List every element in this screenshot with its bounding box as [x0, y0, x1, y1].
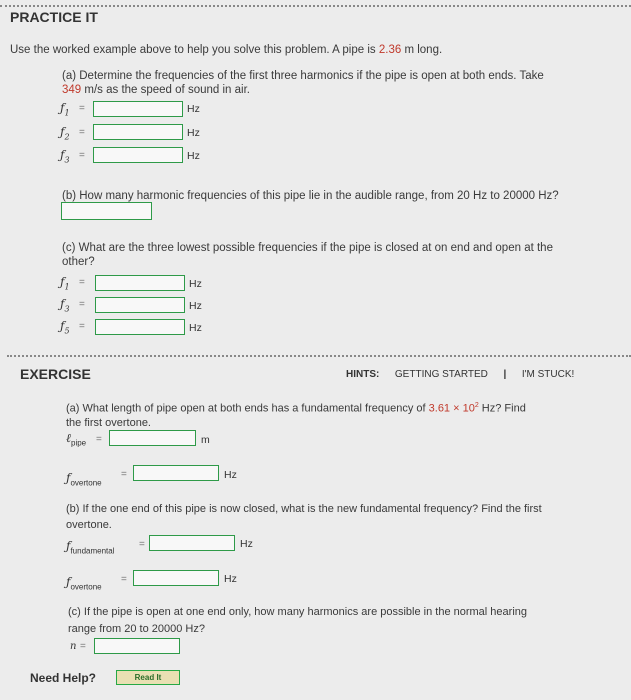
- hints-label: HINTS:: [346, 369, 380, 380]
- practice-part-c-line2: other?: [62, 256, 95, 268]
- var-f1-c: $ƒ_1$: [60, 275, 70, 292]
- speed-value: 349: [62, 84, 82, 96]
- equals-sign: =: [79, 103, 85, 114]
- section-divider: [7, 355, 631, 357]
- read-it-button[interactable]: Read It: [116, 670, 180, 685]
- practice-title: PRACTICE IT: [10, 9, 98, 25]
- practice-part-b: (b) How many harmonic frequencies of this pipe lie in the audible range, from 20 Hz to 20000 Hz?: [62, 190, 559, 202]
- overtone-b-input[interactable]: [133, 570, 219, 586]
- practice-part-a-line2: 349 m/s as the speed of sound in air.: [62, 84, 250, 96]
- unit-m: m: [201, 434, 210, 446]
- practice-part-c-line1: (c) What are the three lowest possible frequencies if the pipe is closed at on end and open at the: [62, 242, 553, 254]
- exercise-part-b-line2: overtone.: [66, 519, 112, 531]
- closed-f5-answer-input[interactable]: [95, 319, 185, 335]
- harmonics-count-input[interactable]: [94, 638, 180, 654]
- frequency-exponent: 2: [474, 402, 479, 409]
- overtone-a-input[interactable]: [133, 465, 219, 481]
- harmonic-count-input[interactable]: [61, 202, 152, 220]
- unit-hz: Hz: [224, 573, 237, 585]
- var-f3-c: $ƒ_3$: [60, 297, 70, 314]
- hint-stuck-link[interactable]: I'M STUCK!: [521, 369, 575, 380]
- exercise-part-c-line2: range from 20 to 20000 Hz?: [68, 623, 205, 635]
- f2-answer-input[interactable]: [93, 124, 183, 140]
- unit-hz: Hz: [187, 103, 200, 115]
- unit-hz: Hz: [240, 538, 253, 550]
- equals-sign: =: [96, 434, 102, 445]
- var-f3-a: $ƒ_3$: [60, 148, 70, 165]
- unit-hz: Hz: [187, 127, 200, 139]
- top-dotted-rule: [0, 5, 631, 7]
- f1-answer-input[interactable]: [93, 101, 183, 117]
- equals-sign: =: [80, 641, 86, 652]
- equals-sign: =: [79, 299, 85, 310]
- unit-hz: Hz: [189, 300, 202, 312]
- var-l-pipe: ℓ$_{pipe}$: [66, 431, 87, 448]
- equals-sign: =: [139, 539, 145, 550]
- closed-f1-answer-input[interactable]: [95, 275, 185, 291]
- pipe-length-value: 2.36: [378, 44, 402, 56]
- unit-hz: Hz: [189, 322, 202, 334]
- exercise-part-c-line1: (c) If the pipe is open at one end only, how many harmonics are possible in the normal hearing: [68, 606, 527, 618]
- unit-hz: Hz: [187, 150, 200, 162]
- var-f-overtone-b: $ƒ_{overtone}$: [66, 575, 102, 592]
- need-help-label: Need Help?: [30, 671, 97, 685]
- var-f-fundamental: $ƒ_{fundamental}$: [66, 539, 115, 556]
- hint-separator: |: [503, 369, 507, 380]
- unit-hz: Hz: [224, 469, 237, 481]
- var-f5-c: $ƒ_5$: [60, 319, 70, 336]
- var-f1-a: $ƒ_1$: [60, 101, 70, 118]
- equals-sign: =: [121, 469, 127, 480]
- fundamental-frequency-value: 3.61 × 10: [428, 402, 475, 415]
- practice-part-a-line1: (a) Determine the frequencies of the first three harmonics if the pipe is open at both ends. Take: [62, 70, 544, 82]
- exercise-part-a-line1: (a) What length of pipe open at both ends has a fundamental frequency of $3.61 \times 10^2$ Hz? Find: [66, 402, 526, 415]
- exercise-title: EXERCISE: [20, 366, 91, 382]
- exercise-part-a-line2: the first overtone.: [66, 417, 151, 429]
- equals-sign: =: [79, 277, 85, 288]
- var-f-overtone-a: $ƒ_{overtone}$: [66, 471, 102, 488]
- fundamental-b-input[interactable]: [149, 535, 235, 551]
- unit-hz: Hz: [189, 278, 202, 290]
- hint-getting-started-link[interactable]: GETTING STARTED: [394, 369, 488, 380]
- f3-answer-input[interactable]: [93, 147, 183, 163]
- var-f2-a: $ƒ_2$: [60, 125, 70, 142]
- equals-sign: =: [79, 321, 85, 332]
- closed-f3-answer-input[interactable]: [95, 297, 185, 313]
- var-n: n: [70, 641, 77, 652]
- practice-instruction: Use the worked example above to help you solve this problem. A pipe is 2.36 m long.: [10, 44, 443, 56]
- equals-sign: =: [121, 574, 127, 585]
- hints-bar: [346, 369, 574, 380]
- equals-sign: =: [79, 150, 85, 161]
- equals-sign: =: [79, 127, 85, 138]
- pipe-length-input[interactable]: [109, 430, 196, 446]
- exercise-part-b-line1: (b) If the one end of this pipe is now closed, what is the new fundamental frequency? Find the first: [66, 503, 542, 515]
